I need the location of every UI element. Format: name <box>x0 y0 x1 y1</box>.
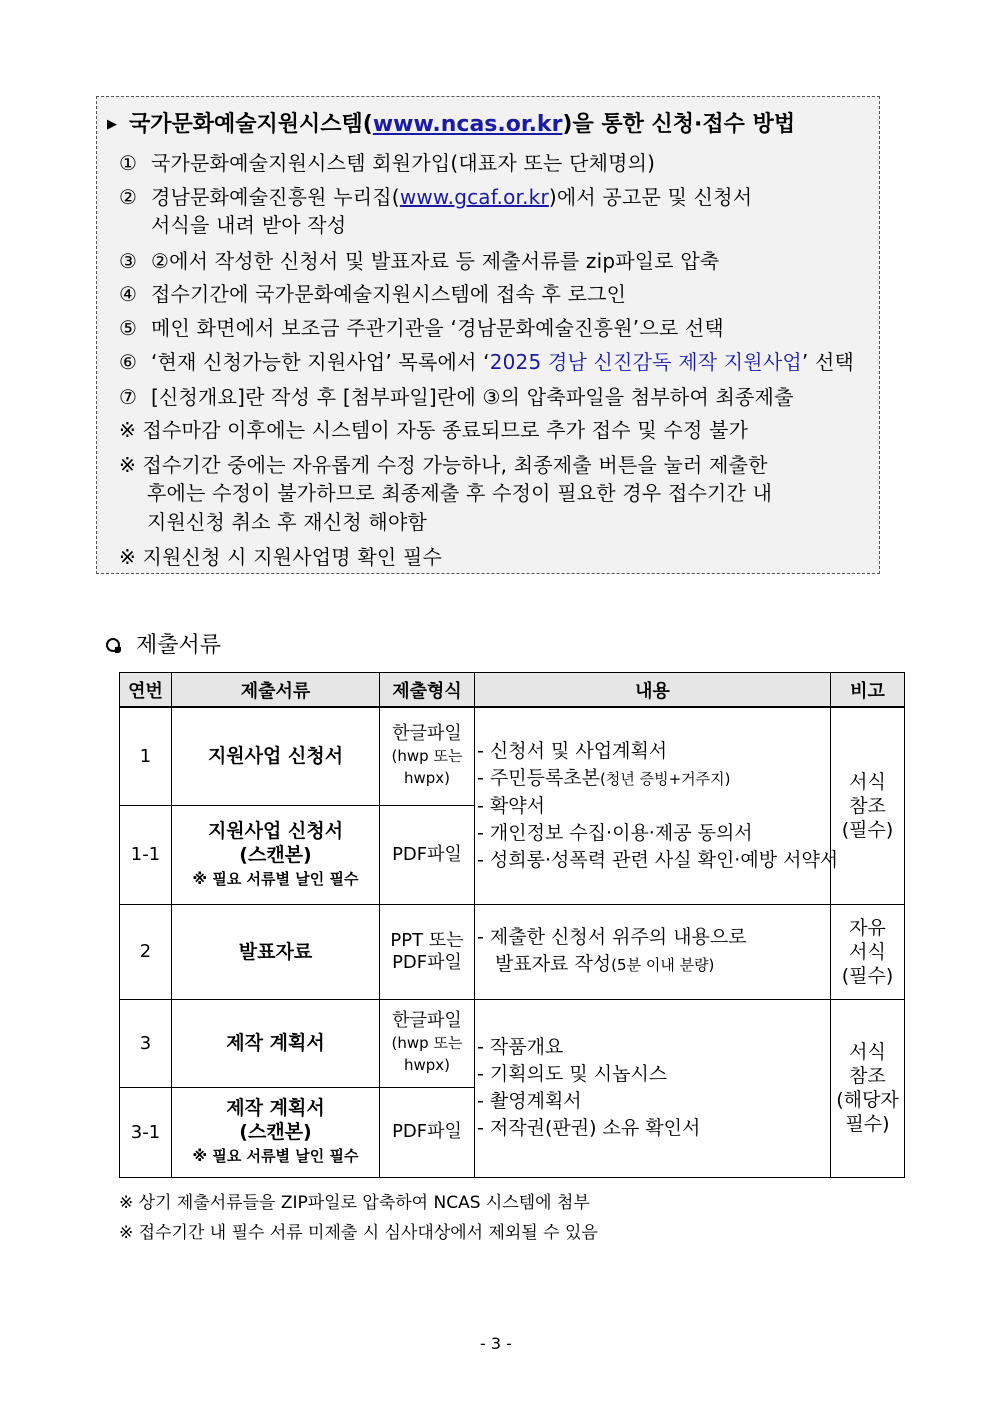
table-row <box>120 904 905 999</box>
note-modify-line2: 후에는 수정이 불가하므로 최종제출 후 수정이 필요한 경우 접수기간 내 <box>147 481 773 505</box>
note-deadline: ※ 접수마감 이후에는 시스템이 자동 종료되므로 추가 접수 및 수정 불가 <box>119 418 749 442</box>
step-2: ② 경남문화예술진흥원 누리집(www.gcaf.or.kr)에서 공고문 및 신청서 <box>119 185 753 209</box>
row-no: 2 <box>120 904 172 999</box>
table-row <box>120 999 905 1087</box>
header-format: 제출형식 <box>380 673 475 708</box>
note-modify: ※ 접수기간 중에는 자유롭게 수정 가능하나, 최종제출 버튼을 눌러 제출한 <box>119 453 768 477</box>
row-content-group1 <box>475 707 839 904</box>
row-format: PPT 또는 PDF파일 <box>380 904 475 999</box>
program-name: 2025 경남 신진감독 제작 지원사업 <box>489 350 802 374</box>
footnote-exclusion: ※ 접수기간 내 필수 서류 미제출 시 심사대상에서 제외될 수 있음 <box>119 1223 598 1243</box>
step-5: ⑤ 메인 화면에서 보조금 주관기관을 ‘경남문화예술진흥원’으로 선택 <box>119 316 724 340</box>
section-heading: 제출서류 <box>106 628 221 659</box>
row-document-name: 지원사업 신청서 (스캔본) ※ 필요 서류별 날인 필수 <box>172 805 380 904</box>
row-no: 1 <box>120 707 172 805</box>
header-remark: 비고 <box>831 673 905 708</box>
list-item: - 주민등록초본(청년 증빙+거주지) <box>477 766 731 789</box>
table-header-row <box>120 673 905 708</box>
footnote-zip: ※ 상기 제출서류들을 ZIP파일로 압축하여 NCAS 시스템에 첨부 <box>119 1193 590 1213</box>
step-4: ④ 접수기간에 국가문화예술지원시스템에 접속 후 로그인 <box>119 282 627 306</box>
list-item: - 촬영계획서 <box>477 1090 582 1112</box>
row-format: 한글파일 (hwp 또는 hwpx) <box>380 707 475 805</box>
row-document-name: 제작 계획서 <box>172 999 380 1087</box>
row-format: 한글파일 (hwp 또는 hwpx) <box>380 999 475 1087</box>
list-item: - 확약서 <box>477 794 545 817</box>
box-title: ▶ 국가문화예술지원시스템(www.ncas.or.kr)을 통한 신청·접수 방법 <box>107 112 796 137</box>
list-item: - 신청서 및 사업계획서 <box>477 739 668 762</box>
row-no: 1-1 <box>120 805 172 904</box>
row-format: PDF파일 <box>380 1087 475 1177</box>
ncas-link[interactable]: www.ncas.or.kr <box>372 112 563 137</box>
step-2-continued: 서식을 내려 받아 작성 <box>151 213 347 237</box>
page-number: - 3 - <box>480 1334 512 1353</box>
list-item: - 기획의도 및 시놉시스 <box>477 1063 668 1085</box>
row-remark-group1: 서식 참조 (필수) <box>831 707 905 904</box>
header-no: 연번 <box>120 673 172 708</box>
step-1: ① 국가문화예술지원시스템 회원가입(대표자 또는 단체명의) <box>119 151 656 175</box>
list-item: - 성희롱·성폭력 관련 사실 확인·예방 서약서 <box>477 848 839 871</box>
note-check-name: ※ 지원신청 시 지원사업명 확인 필수 <box>119 545 443 569</box>
row-no: 3-1 <box>120 1087 172 1177</box>
header-document: 제출서류 <box>172 673 380 708</box>
triangle-bullet-icon: ▶ <box>107 117 117 132</box>
step-7: ⑦ [신청개요]란 작성 후 [첨부파일]란에 ③의 압축파일을 첨부하여 최종제출 <box>119 385 794 409</box>
step-3: ③ ②에서 작성한 신청서 및 발표자료 등 제출서류를 zip파일로 압축 <box>119 249 720 273</box>
row-document-name: 제작 계획서 (스캔본) ※ 필요 서류별 날인 필수 <box>172 1087 380 1177</box>
row-document-name: 발표자료 <box>172 904 380 999</box>
row-remark: 자유 서식 (필수) <box>831 904 905 999</box>
header-content: 내용 <box>475 673 831 708</box>
list-item: - 저작권(판권) 소유 확인서 <box>477 1117 701 1139</box>
row-content-group2 <box>475 999 831 1177</box>
row-remark-group2: 서식 참조 (해당자 필수) <box>831 999 905 1177</box>
list-item: - 작품개요 <box>477 1036 564 1058</box>
documents-table <box>119 672 905 1178</box>
gcaf-link[interactable]: www.gcaf.or.kr <box>399 185 549 209</box>
row-content: - 제출한 신청서 위주의 내용으로 발표자료 작성(5분 이내 분량) <box>475 904 831 999</box>
table-row <box>120 707 905 805</box>
row-no: 3 <box>120 999 172 1087</box>
application-method-box <box>96 96 880 574</box>
note-modify-line3: 지원신청 취소 후 재신청 해야함 <box>147 510 427 534</box>
list-item: - 개인정보 수집·이용·제공 동의서 <box>477 821 753 844</box>
circle-bullet-icon <box>106 638 120 652</box>
row-format: PDF파일 <box>380 805 475 904</box>
row-document-name: 지원사업 신청서 <box>172 707 380 805</box>
step-6: ⑥ ‘현재 신청가능한 지원사업’ 목록에서 ‘2025 경남 신진감독 제작 지원사업’ 선택 <box>119 350 855 374</box>
